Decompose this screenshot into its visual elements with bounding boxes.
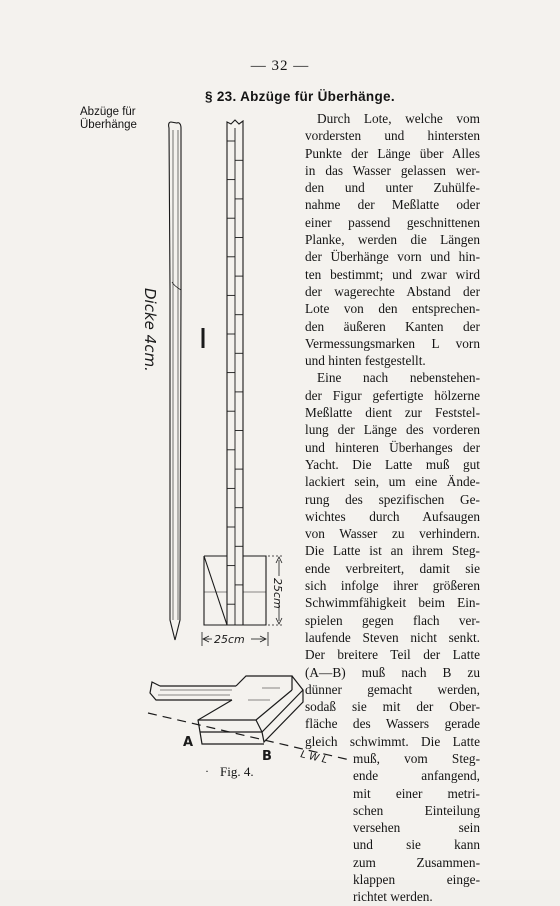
body-line: spielen gegen flach ver- (305, 612, 480, 628)
body-line: nahme der Meßlatte oder (305, 197, 480, 213)
body-line: ten bestimmt; und zwar wird (305, 266, 480, 282)
body-line: dünner gemacht werden, (305, 681, 480, 697)
body-line: vordersten und hintersten (305, 128, 480, 144)
batten-front-view (204, 120, 266, 625)
figure-caption: Fig. 4. (220, 764, 254, 779)
body-line: und hinteren Überhanges der (305, 439, 480, 455)
body-line: sodaß sie mit der Ober- (305, 699, 480, 715)
thickness-annotation: Dicke 4cm. (141, 288, 159, 372)
body-line: lackiert sein, um eine Ände- (305, 474, 480, 490)
body-line: mit einer metri- (353, 785, 480, 801)
label-b: B (262, 749, 272, 764)
body-line: lung der Länge des vorderen (305, 422, 480, 438)
body-line: Meßlatte dient zur Feststel- (305, 405, 480, 421)
body-line: Der breitere Teil der Latte (305, 647, 480, 663)
body-line: Planke, werden die Längen (305, 232, 480, 248)
body-line: laufende Steven nicht senkt. (305, 629, 480, 645)
body-line: und hinten festgestellt. (305, 353, 426, 369)
body-line: der Überhänge vorn und hin- (305, 249, 480, 265)
body-line: Die Latte ist an ihrem Steg- (305, 543, 480, 559)
width-annotation: 25cm (214, 633, 245, 646)
body-line: Punkte der Länge über Alles (305, 145, 480, 161)
body-line: schen Einteilung (353, 802, 480, 818)
body-line: Durch Lote, welche vom (317, 111, 480, 126)
batten-perspective (150, 676, 303, 744)
section-heading: § 23. Abzüge für Überhänge. (205, 89, 395, 104)
body-line: ende verbreitert, damit sie (305, 560, 480, 576)
body-line: versehen sein (353, 820, 480, 836)
body-line: richtet werden. (353, 889, 433, 905)
margin-note-line: Abzüge für (80, 106, 136, 118)
body-line: rung des spezifischen Ge- (305, 491, 480, 507)
body-line: Yacht. Die Latte muß gut (305, 456, 480, 472)
body-line: gleich schwimmt. Die Latte (305, 733, 480, 749)
body-line: den äußeren Kanten der (305, 318, 480, 334)
height-annotation: 25cm (271, 578, 284, 609)
body-line: Eine nach nebenstehen- (317, 370, 480, 386)
body-line: fläche des Wassers gerade (305, 716, 480, 732)
margin-note-line: Überhänge (80, 119, 137, 131)
body-line: den und unter Zuhülfe- (305, 180, 480, 196)
label-a: A (183, 735, 194, 750)
body-line: ende anfangend, (353, 768, 480, 784)
label-waterline: L W L (299, 749, 329, 767)
body-line: muß, vom Steg- (353, 750, 480, 766)
body-line: Lote von den entsprechen- (305, 301, 480, 317)
body-line: von Wasser zu verhindern. (305, 526, 480, 542)
body-line: und sie kann (353, 837, 480, 853)
body-line: zum Zusammen- (353, 854, 480, 870)
body-line: wichtes durch Aufsaugen (305, 508, 480, 524)
stray-dot: · (205, 764, 209, 778)
page-number: — 32 — (250, 58, 310, 74)
batten-side-view (169, 122, 203, 640)
body-line: sich infolge ihrer größeren (305, 578, 480, 594)
body-line: der wagerechte Abstand der (305, 283, 480, 299)
body-line: einer passend geschnittenen (305, 214, 480, 230)
body-line: (A—B) muß nach B zu (305, 664, 480, 680)
body-line: Vermessungsmarken L vorn (305, 335, 480, 351)
body-line: in das Wasser gelassen wer- (305, 162, 480, 178)
body-line: Schwimmfähigkeit beim Ein- (305, 595, 480, 611)
body-line: klappen einge- (353, 872, 480, 888)
body-line: der Figur gefertigte hölzerne (305, 387, 480, 403)
